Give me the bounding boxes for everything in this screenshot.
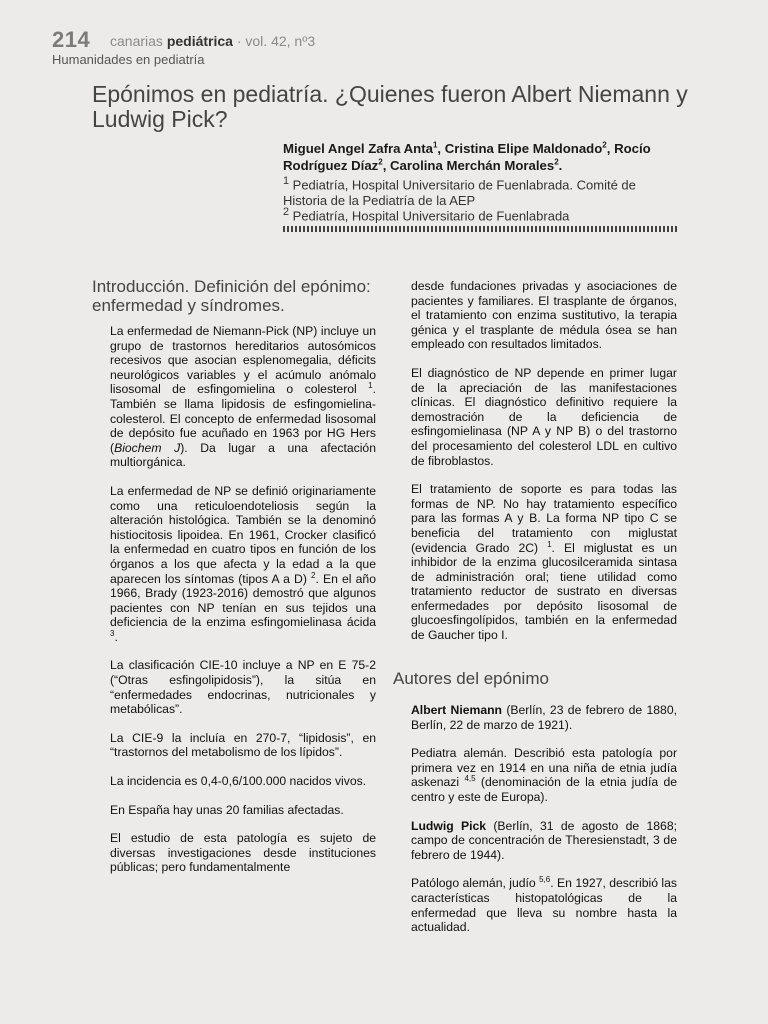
italic-citation: Biochem J (114, 440, 181, 455)
author-name: Rocío Rodríguez Díaz (283, 141, 651, 173)
paragraph (110, 324, 376, 470)
citation-sup: 1 (368, 381, 373, 391)
paragraph (411, 482, 677, 643)
author-affil-sup: 2 (378, 157, 383, 167)
affiliation (283, 174, 683, 208)
journal-prefix: canarias (110, 33, 163, 49)
paragraph (411, 746, 677, 804)
dotted-separator (283, 226, 679, 232)
text-run: . (114, 629, 118, 644)
affiliation (283, 205, 683, 224)
author-affil-sup: 2 (602, 140, 607, 150)
citation-sup: 1 (547, 539, 552, 549)
author-sep: , (437, 141, 445, 156)
author-name: Cristina Elipe Maldonado (444, 141, 603, 156)
text-run: . En el año 1966, Brady (1923-2016) demostró que algunos pacientes con NP tenían en sus tejidos una deficiencia de la enzima esfingomielinasa ácida (110, 571, 376, 630)
text-run: El tratamiento de soporte es para todas las formas de NP. No hay tratamiento específico para las formas A y B. La forma NP tipo C se beneficia del tratamiento con miglustat (evidencia Grado 2C) (411, 482, 677, 555)
text-run: (Berlín, 23 de febrero de 1880, Berlín, 22 de marzo de 1921). (411, 703, 677, 732)
paragraph: La incidencia es 0,4-0,6/100.000 nacidos vivos. (110, 774, 367, 789)
citation-sup: 5,6 (539, 875, 551, 885)
text-run: Patólogo alemán, judío (411, 876, 540, 891)
intro-section-title: Introducción. Definición del epónimo: enfermedad y síndromes. (92, 277, 371, 315)
citation-sup: 2 (311, 570, 316, 580)
paragraph (411, 703, 677, 732)
right-column-bottom (411, 703, 677, 935)
text-run: (denominación de la etnia judía de centro y este de Europa). (411, 775, 677, 804)
affiliation-text: Pediatría, Hospital Universitario de Fuenlabrada. Comité de Historia de la Pediatría de la AEP (283, 177, 636, 208)
paragraph: La clasificación CIE-10 incluye a NP en E 75-2 (“Otras esfingolipidosis”), la sitúa en “enfermedades endocrinas, nutricionales y metabólicas”. (110, 658, 376, 717)
paragraph (411, 819, 677, 863)
authors-section-title: Autores del epónimo (393, 669, 549, 688)
paragraph: En España hay unas 20 familias afectadas. (110, 802, 344, 817)
paragraph (411, 876, 677, 934)
page-number: 214 (52, 27, 91, 52)
author-sep: , (606, 141, 615, 156)
affiliation-sup: 1 (283, 175, 290, 187)
article-title: Epónimos en pediatría. ¿Quienes fueron Albert Niemann y Ludwig Pick? (92, 81, 688, 132)
journal-name: pediátrica (166, 33, 233, 49)
person-name: Ludwig Pick (411, 818, 487, 833)
text-run: La enfermedad de NP se definió originariamente como una reticuloendoteliosis según la alteración histológica. También se la denominó histiocitosis lipoidea. En 1961, Crocker clasificó la enfermedad en cuatro tipos en función de los órganos a los que afecta y la edad a la que aparecen los síntomas (tipos A a D) (110, 483, 376, 586)
text-run: La enfermedad de Niemann-Pick (NP) incluye un grupo de trastornos hereditarios autosómicos recesivos que asocian esplenomegalia, déficits neurológicos variables y el acúmulo anómalo lisosomal de esfingomielina o colesterol (110, 324, 376, 397)
author-affil-sup: 1 (432, 140, 438, 150)
affiliation-text: Pediatría, Hospital Universitario de Fuenlabrada (292, 208, 570, 224)
citation-sup: 3 (110, 628, 115, 638)
paragraph: El diagnóstico de NP depende en primer lugar de la apreciación de las manifestaciones clínicas. El diagnóstico definitivo requiere la demostración de la deficiencia de esfingomielinasa (NP A y NP B) o del trastorno del procesamiento del colesterol LDL en cultivo de fibroblastos. (411, 365, 677, 468)
authors (283, 141, 683, 174)
volume-info: · vol. 42, nº3 (236, 33, 316, 49)
affiliation-sup: 2 (283, 206, 290, 218)
paragraph: desde fundaciones privadas y asociaciones de pacientes y familiares. El trasplante de órganos, el tratamiento con enzima sustitutivo, la terapia génica y el trasplante de médula ósea se han empleado con resultados limitados. (411, 279, 677, 352)
left-column (110, 324, 376, 875)
paragraph (110, 484, 376, 645)
author-name: Miguel Angel Zafra Anta (283, 141, 433, 156)
paragraph: El estudio de esta patología es sujeto de diversas investigaciones desde instituciones públicas; pero fundamentalmente (110, 831, 376, 875)
author-sep: , (382, 157, 391, 173)
text-run: Pediatra alemán. Describió esta patología por primera vez en 1914 en una niña de etnia judía askenazi (411, 746, 677, 790)
text-run: (Berlín, 31 de agosto de 1868; campo de concentración de Theresienstadt, 3 de febrero de 1944). (411, 818, 678, 862)
right-column (411, 279, 677, 643)
text-run: . El miglustat es un inhibidor de la enzima glucosilceramida sintasa de administración oral; tiene utilidad como tratamiento reductor de sustrato en diversas enfermedades por depósito lisosomal de glucoesfingolípidos, también en la enfermedad de Gaucher tipo I. (411, 540, 677, 643)
author-affil-sup: 2 (554, 157, 559, 167)
section-label: Humanidades en pediatría (52, 52, 205, 67)
text-run: ). Da lugar a una afectación multiorgánica. (110, 440, 376, 470)
text-run: . En 1927, describió las características histopatológicas de la enfermedad que lleva su nombre hasta la actualidad. (411, 876, 677, 935)
citation-sup: 4,5 (464, 774, 476, 784)
text-run: . También se llama lipidosis de esfingomielina-colesterol. El concepto de enfermedad lisosomal de depósito fue acuñado en 1963 por HG Hers ( (110, 382, 376, 455)
author-name: Carolina Merchán Morales (390, 157, 555, 173)
person-name: Albert Niemann (411, 703, 503, 717)
paragraph: La CIE-9 la incluía en 270-7, “lipidosis”, en “trastornos del metabolismo de los lípidos”. (110, 730, 376, 760)
author-sep: . (558, 157, 563, 173)
journal-header (110, 33, 315, 49)
